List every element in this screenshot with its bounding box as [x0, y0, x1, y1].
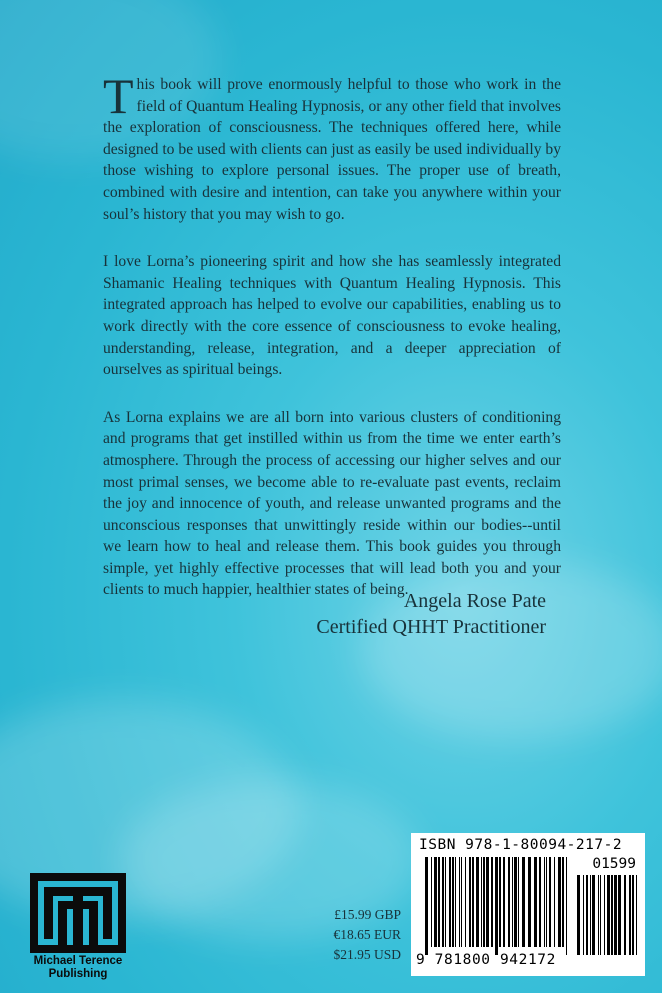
barcode-bar	[459, 857, 460, 947]
barcode-bar	[481, 857, 482, 947]
barcode-bar	[461, 857, 462, 947]
addon-bar	[598, 875, 599, 955]
barcode-bar	[465, 857, 466, 947]
barcode-bar	[476, 857, 479, 947]
isbn-label: ISBN 978-1-80094-217-2	[419, 837, 623, 853]
barcode-bar	[549, 857, 551, 947]
addon-bar	[586, 875, 588, 955]
addon-bar	[590, 875, 591, 955]
addon-bar	[629, 875, 631, 955]
price-gbp: £15.99 GBP	[334, 907, 401, 922]
publisher-logo-icon	[30, 873, 126, 953]
publisher-name-line-1: Michael Terence	[33, 955, 123, 967]
barcode-bar	[491, 857, 493, 947]
price-list	[305, 905, 401, 965]
barcode-bar	[431, 857, 432, 947]
ean-digits: 9 781800 942172	[416, 952, 556, 968]
barcode-bar	[503, 857, 505, 947]
barcode-bar	[518, 857, 519, 947]
barcode-bar	[472, 857, 474, 947]
barcode-bar	[486, 857, 489, 947]
addon-bar	[624, 875, 626, 955]
blurb-paragraph-3: As Lorna explains we are all born into various clusters of conditioning and programs that get instilled within us from the time we enter earth’s atmosphere. Through the process of accessing our higher selves and our most primal senses, we become able to re-evaluate past events, reclaim the joy and innocence of youth, and release unwanted programs and the unconscious responses that unwittingly reside within our bodies--until we learn how to heal and release them. This book guides you through simple, yet highly effective processes that will lead both you and your clients to much happier, healthier states of being.	[103, 408, 561, 599]
barcode-bar	[452, 857, 454, 947]
barcode-bar	[434, 857, 437, 947]
addon-bar	[607, 875, 610, 955]
barcode-bar	[442, 857, 444, 947]
barcode-bar	[566, 857, 567, 955]
barcode-bar	[445, 857, 446, 947]
barcode-bar	[539, 857, 541, 947]
blurb-text	[103, 68, 561, 623]
blurb-paragraph-1	[103, 68, 561, 225]
price-eur: €18.65 EUR	[333, 927, 401, 942]
barcode-bar	[562, 857, 564, 947]
barcode-bar	[554, 857, 555, 947]
barcode-bar	[455, 857, 456, 947]
addon-bar	[636, 875, 637, 955]
signature-title: Certified QHHT Practitioner	[316, 616, 546, 638]
barcode-price-code: 01599	[592, 856, 636, 872]
barcode-bar	[499, 857, 501, 947]
signature-name: Angela Rose Pate	[403, 590, 546, 612]
blurb-paragraph-1-text: his book will prove enormously helpful to those who work in the field of Quantum Healing Hypnosis, or any other field that involves the exploration of consciousness. The techniques offered here, while designed to be used with clients can just as easily be used individually by those wishing to explore personal issues. The proper use of breath, combined with desire and intention, can take you anywhere within your soul’s history that you may wish to go.	[103, 76, 561, 223]
price-addon-bars	[577, 875, 637, 955]
isbn-barcode	[411, 833, 645, 976]
barcode-bar	[558, 857, 561, 947]
addon-bar	[583, 875, 584, 955]
publisher-name-line-2: Publishing	[48, 968, 108, 980]
addon-bar	[604, 875, 605, 955]
barcode-bar	[495, 857, 498, 955]
barcode-bar	[483, 857, 485, 947]
barcode-bar	[438, 857, 440, 947]
price-usd: $21.95 USD	[333, 947, 401, 962]
addon-bar	[592, 875, 595, 955]
barcode-bar	[522, 857, 525, 947]
barcode-bar	[508, 857, 510, 947]
barcode-bar	[514, 857, 517, 947]
barcode-bar	[544, 857, 545, 947]
addon-bar	[611, 875, 613, 955]
blurb-paragraph-2: I love Lorna’s pioneering spirit and how she has seamlessly integrated Shamanic Healing techniques with Quantum Healing Hypnosis. This integrated approach has helped to evolve our capabilities, enabling us to work directly with the core essence of consciousness to evoke healing, understanding, release, integration, and a deeper appreciation of ourselves as spiritual beings.	[103, 253, 561, 379]
ean-barcode-bars	[425, 857, 567, 955]
addon-bar	[614, 875, 617, 955]
publisher-logo	[28, 873, 128, 981]
barcode-bar	[534, 857, 537, 947]
barcode-bar	[528, 857, 531, 947]
addon-bar	[600, 875, 601, 955]
barcode-bar	[546, 857, 547, 947]
addon-bar	[632, 875, 634, 955]
barcode-bar	[449, 857, 451, 947]
addon-bar	[618, 875, 621, 955]
drop-cap: T	[103, 68, 134, 124]
barcode-bar	[512, 857, 513, 947]
barcode-bar	[425, 857, 428, 955]
addon-bar	[577, 875, 580, 955]
barcode-bar	[469, 857, 471, 947]
